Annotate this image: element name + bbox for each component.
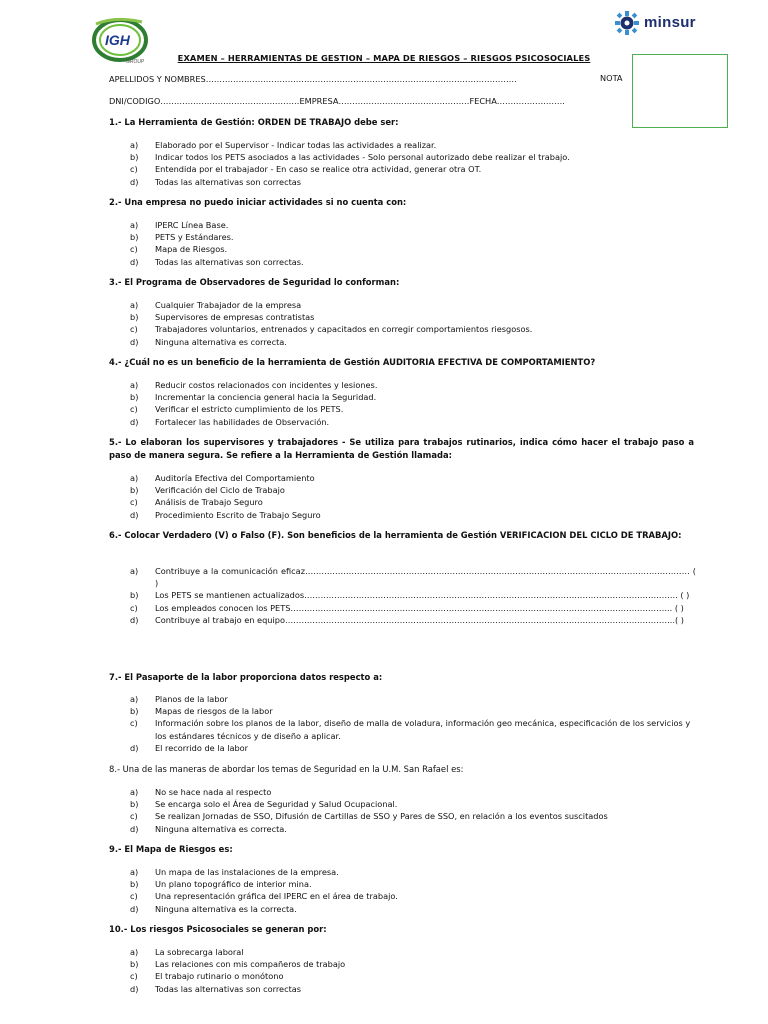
option-item[interactable] [130, 496, 696, 508]
option-item[interactable] [130, 717, 696, 741]
option-letter: b) [130, 706, 139, 717]
option-letter: b) [130, 392, 139, 403]
option-item[interactable] [130, 163, 696, 175]
option-letter: d) [130, 983, 139, 994]
option-letter: d) [130, 416, 139, 427]
option-item[interactable] [130, 823, 696, 835]
option-item[interactable] [130, 890, 696, 902]
option-letter: b) [130, 232, 139, 243]
option-letter: a) [130, 300, 139, 310]
option-letter: a) [130, 220, 139, 230]
option-text: Mapas de riesgos de la labor [155, 706, 273, 717]
option-item[interactable] [130, 219, 696, 231]
option-text: Se realizan Jornadas de SSO, Difusión de Cartillas de SSO y Pares de SSO, en relación a los eventos suscitados [155, 811, 608, 822]
option-item[interactable] [130, 472, 696, 484]
option-item[interactable] [130, 509, 696, 521]
option-item[interactable] [130, 983, 696, 995]
id-company-date-line[interactable]: DNI/CODIGO……………………………………………EMPRESA…………………………………………FECHA……………………. [109, 96, 565, 106]
minsur-gear-logo-icon [614, 10, 640, 36]
option-text: Un plano topográfico de interior mina. [155, 879, 312, 890]
option-text: Entendida por el trabajador - En caso se realice otra actividad, generar otra OT. [155, 164, 482, 175]
option-item[interactable] [130, 323, 696, 335]
option-item[interactable] [130, 946, 696, 958]
option-letter: c) [130, 164, 138, 175]
option-text: El trabajo rutinario o monótono [155, 971, 284, 982]
question-options [130, 866, 696, 915]
option-text: Ninguna alternativa es la correcta. [155, 903, 297, 914]
option-text: La sobrecarga laboral [155, 947, 244, 957]
option-text: Incrementar la conciencia general hacia la Seguridad. [155, 392, 377, 403]
option-letter: b) [130, 799, 139, 810]
option-letter: b) [130, 152, 139, 163]
option-letter: d) [130, 176, 139, 187]
option-text: PETS y Estándares. [155, 232, 234, 243]
option-letter: a) [130, 787, 139, 797]
question-options [130, 139, 696, 188]
true-false-item[interactable] [130, 602, 696, 614]
option-letter: c) [130, 718, 138, 729]
option-text: Ninguna alternativa es correcta. [155, 336, 287, 347]
question-title: 1.- La Herramienta de Gestión: ORDEN DE TRABAJO debe ser: [109, 117, 399, 127]
option-text: Reducir costos relacionados con incidentes y lesiones. [155, 380, 378, 390]
option-item[interactable] [130, 810, 696, 822]
option-text: Información sobre los planos de la labor, diseño de malla de voladura, información geo mecánica, especificación de los servicios y los estándares técnicos y de diseño a aplicar. [155, 718, 691, 741]
option-text: Elaborado por el Supervisor - Indicar todas las actividades a realizar. [155, 140, 437, 150]
option-letter: b) [130, 959, 139, 970]
minsur-logo-text: minsur [644, 14, 696, 31]
option-item[interactable] [130, 403, 696, 415]
option-item[interactable] [130, 970, 696, 982]
option-item[interactable] [130, 742, 696, 754]
option-text: Todas las alternativas son correctas [155, 176, 302, 187]
option-item[interactable] [130, 416, 696, 428]
question-title: 4.- ¿Cuál no es un beneficio de la herramienta de Gestión AUDITORIA EFECTIVA DE COMPORTAMIENTO? [109, 357, 596, 367]
igh-logo-text: IGH [105, 32, 130, 48]
question-options [130, 946, 696, 995]
option-letter: a) [130, 566, 139, 576]
option-text: El recorrido de la labor [155, 742, 249, 753]
option-text: No se hace nada al respecto [155, 787, 272, 797]
option-text: Verificación del Ciclo de Trabajo [155, 485, 285, 496]
option-item[interactable] [130, 705, 696, 717]
option-letter: b) [130, 879, 139, 890]
true-false-item[interactable] [130, 614, 696, 626]
question-options [130, 219, 696, 268]
option-text: Indicar todos los PETS asociados a las actividades - Solo personal autorizado debe realizar el trabajo. [155, 152, 570, 163]
option-item[interactable] [130, 693, 696, 705]
option-letter: c) [130, 324, 138, 335]
option-text: Un mapa de las instalaciones de la empresa. [155, 867, 339, 877]
option-letter: c) [130, 602, 138, 613]
option-item[interactable] [130, 903, 696, 915]
option-text: Planos de la labor [155, 694, 228, 704]
option-text: Análisis de Trabajo Seguro [155, 497, 263, 508]
option-text: Auditoría Efectiva del Comportamiento [155, 473, 315, 483]
option-letter: d) [130, 742, 139, 753]
option-text: Los empleados conocen los PETS………………………………………………………………………………………………………………………….. ( ) [155, 602, 684, 613]
option-item[interactable] [130, 311, 696, 323]
true-false-item[interactable] [130, 565, 696, 589]
question-title: 8.- Una de las maneras de abordar los temas de Seguridad en la U.M. San Rafael es: [109, 764, 464, 774]
option-item[interactable] [130, 379, 696, 391]
option-letter: d) [130, 823, 139, 834]
question-title: 2.- Una empresa no puedo iniciar actividades si no cuenta con: [109, 197, 407, 207]
option-item[interactable] [130, 391, 696, 403]
question-title: 5.- Lo elaboran los supervisores y trabajadores - Se utiliza para trabajos rutinarios, indica cómo hacer el trabajo paso a paso de manera segura. Se refiere a la Herramienta de Gestión llamada: [109, 437, 694, 460]
option-item[interactable] [130, 139, 696, 151]
option-text: Todas las alternativas son correctas [155, 983, 302, 994]
minsur-logo [614, 10, 734, 40]
option-item[interactable] [130, 231, 696, 243]
option-text: Contribuye al trabajo en equipo……………………………………………………………………………………………………………………………..( ) [155, 614, 684, 625]
option-text: Ninguna alternativa es correcta. [155, 823, 287, 834]
option-text: Mapa de Riesgos. [155, 244, 228, 255]
name-field-line[interactable]: APELLIDOS Y NOMBRES…………………………………………………………………………………………………… [109, 74, 517, 84]
option-letter: b) [130, 590, 139, 601]
option-text: Procedimiento Escrito de Trabajo Seguro [155, 509, 321, 520]
question-options [130, 786, 696, 835]
igh-logo-subtext: GROUP [126, 59, 145, 65]
question-options [130, 565, 696, 626]
question-title: 9.- El Mapa de Riesgos es: [109, 844, 233, 854]
exam-title: EXAMEN – HERRAMIENTAS DE GESTION – MAPA DE RIESGOS – RIESGOS PSICOSOCIALES [177, 53, 591, 63]
option-text: Una representación gráfica del IPERC en el área de trabajo. [155, 891, 398, 902]
question-title: 7.- El Pasaporte de la labor proporciona datos respecto a: [109, 672, 383, 682]
question-title: 10.- Los riesgos Psicosociales se generan por: [109, 924, 327, 934]
option-text: Cualquier Trabajador de la empresa [155, 300, 302, 310]
option-letter: c) [130, 404, 138, 415]
question-options [130, 693, 696, 754]
option-letter: c) [130, 497, 138, 508]
option-item[interactable] [130, 256, 696, 268]
nota-label: NOTA [600, 73, 623, 83]
question-options [130, 379, 696, 428]
option-item[interactable] [130, 958, 696, 970]
option-item[interactable] [130, 786, 696, 798]
option-letter: a) [130, 380, 139, 390]
option-letter: c) [130, 971, 138, 982]
option-text: Fortalecer las habilidades de Observación. [155, 416, 330, 427]
option-item[interactable] [130, 151, 696, 163]
option-letter: a) [130, 473, 139, 483]
option-item[interactable] [130, 299, 696, 311]
option-text: Supervisores de empresas contratistas [155, 312, 315, 323]
option-letter: a) [130, 694, 139, 704]
option-text: Se encarga solo el Área de Seguridad y Salud Ocupacional. [155, 799, 398, 810]
option-letter: a) [130, 947, 139, 957]
option-letter: b) [130, 485, 139, 496]
option-letter: d) [130, 336, 139, 347]
option-item[interactable] [130, 484, 696, 496]
option-text: Trabajadores voluntarios, entrenados y capacitados en corregir comportamientos riesgosos. [155, 324, 533, 335]
option-letter: a) [130, 867, 139, 877]
question-title: 3.- El Programa de Observadores de Seguridad lo conforman: [109, 277, 400, 287]
option-item[interactable] [130, 336, 696, 348]
option-letter: c) [130, 244, 138, 255]
option-item[interactable] [130, 243, 696, 255]
option-letter: c) [130, 891, 138, 902]
question-options [130, 472, 696, 521]
option-text: Los PETS se mantienen actualizados……………………………………………………………………………………………………………………….. ( ) [155, 590, 690, 601]
option-item[interactable] [130, 878, 696, 890]
option-letter: b) [130, 312, 139, 323]
option-text: Contribuye a la comunicación eficaz…………………………………………………………………………………………………………………………… ( ) [155, 566, 696, 589]
option-text: IPERC Línea Base. [155, 220, 229, 230]
option-item[interactable] [130, 866, 696, 878]
question-title: 6.- Colocar Verdadero (V) o Falso (F). Son beneficios de la herramienta de Gestión VERIFICACION DEL CICLO DE TRABAJO: [109, 530, 682, 540]
option-letter: d) [130, 256, 139, 267]
true-false-item[interactable] [130, 589, 696, 601]
option-item[interactable] [130, 798, 696, 810]
option-text: Todas las alternativas son correctas. [155, 256, 304, 267]
option-letter: d) [130, 903, 139, 914]
option-letter: d) [130, 614, 139, 625]
option-text: Las relaciones con mis compañeros de trabajo [155, 959, 346, 970]
option-text: Verificar el estricto cumplimiento de los PETS. [155, 404, 344, 415]
option-letter: a) [130, 140, 139, 150]
option-letter: c) [130, 811, 138, 822]
question-options [130, 299, 696, 348]
option-letter: d) [130, 509, 139, 520]
option-item[interactable] [130, 176, 696, 188]
